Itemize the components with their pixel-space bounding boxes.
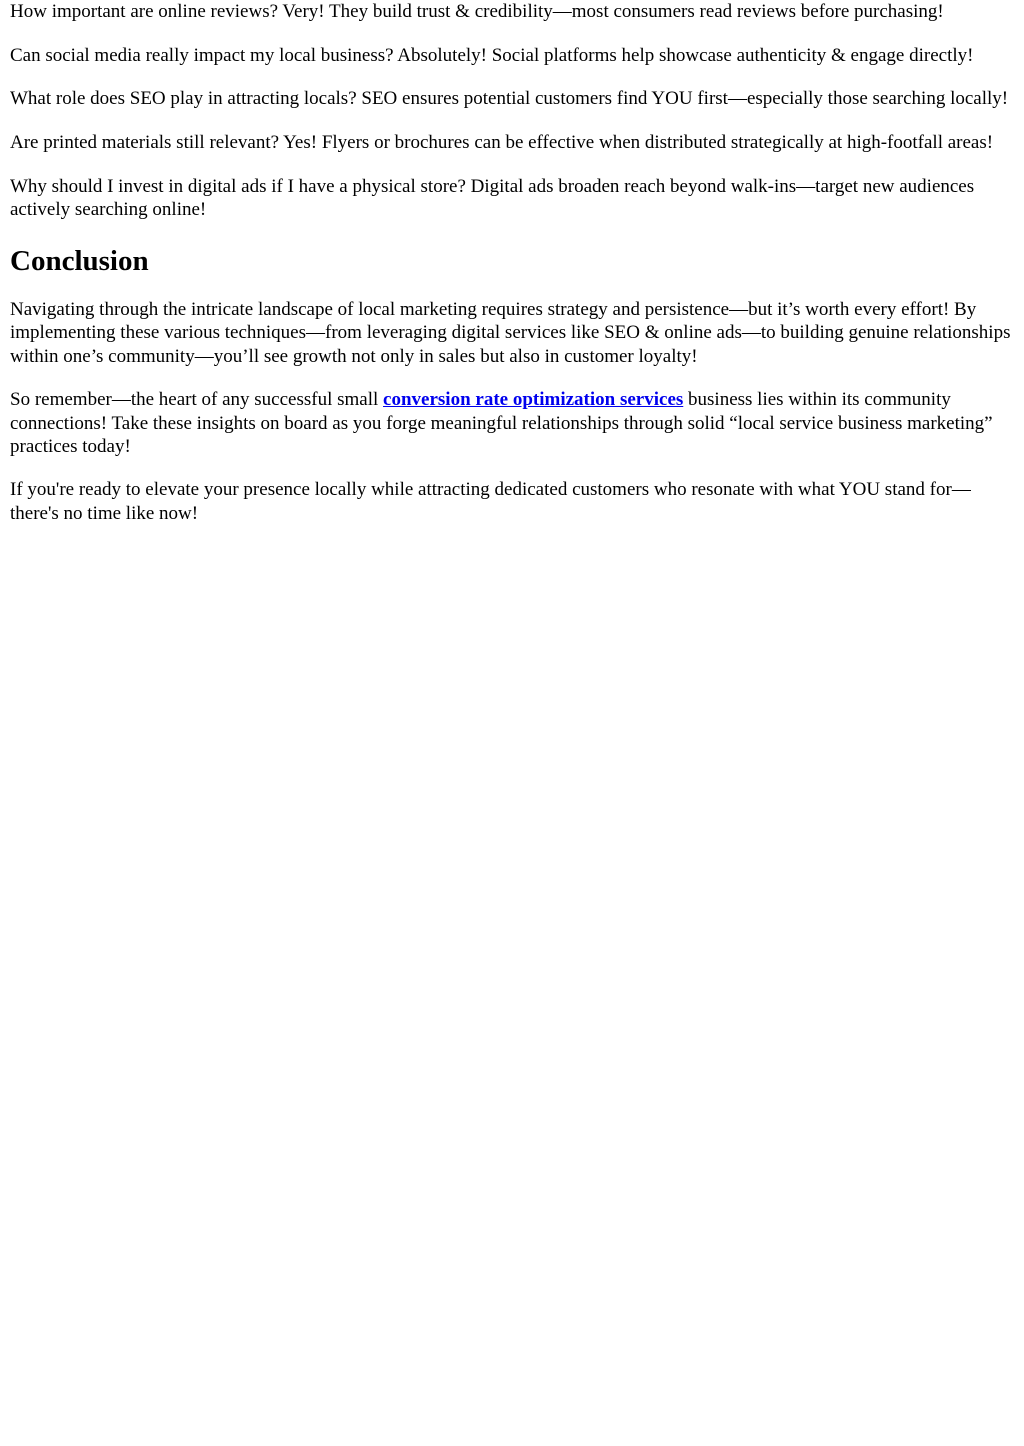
conclusion-paragraph-3: If you're ready to elevate your presence locally while attracting dedicated customers who resonate with what YOU stand for—there's no time like now! — [10, 479, 971, 524]
faq-item-printed-materials: Are printed materials still relevant? Yes! Flyers or brochures can be effective when distributed strategically at high-footfall areas! — [10, 132, 994, 154]
faq-item-social-media: Can social media really impact my local business? Absolutely! Social platforms help showcase authenticity & engage directly! — [10, 44, 974, 66]
faq-item-reviews: How important are online reviews? Very! They build trust & credibility—most consumers read reviews before purchasing! — [10, 1, 944, 22]
conclusion-heading: Conclusion — [10, 245, 149, 278]
faq-item-seo: What role does SEO play in attracting locals? SEO ensures potential customers find YOU first—especially those searching locally! — [10, 88, 1009, 110]
article-body — [0, 0, 1024, 525]
conversion-rate-optimization-link[interactable]: conversion rate optimization services — [383, 389, 684, 411]
conclusion-paragraph-1: Navigating through the intricate landscape of local marketing requires strategy and persistence—but it’s worth every effort! By implementing these various techniques—from leveraging digital services like SEO & online ads—to building genuine relationships within one’s community—you’ll see growth not only in sales but also in customer loyalty! — [10, 299, 1011, 367]
conclusion-paragraph-2-tail: business lies within its community connections! Take these insights on board as you forge meaningful relationships through solid “local service business marketing” practices today! — [10, 389, 993, 457]
conclusion-paragraph-2-lead: So remember—the heart of any successful small — [10, 389, 384, 411]
conclusion-paragraph-2 — [10, 388, 1012, 458]
faq-item-digital-ads: Why should I invest in digital ads if I have a physical store? Digital ads broaden reach beyond walk-ins—target new audiences actively searching online! — [10, 175, 975, 221]
